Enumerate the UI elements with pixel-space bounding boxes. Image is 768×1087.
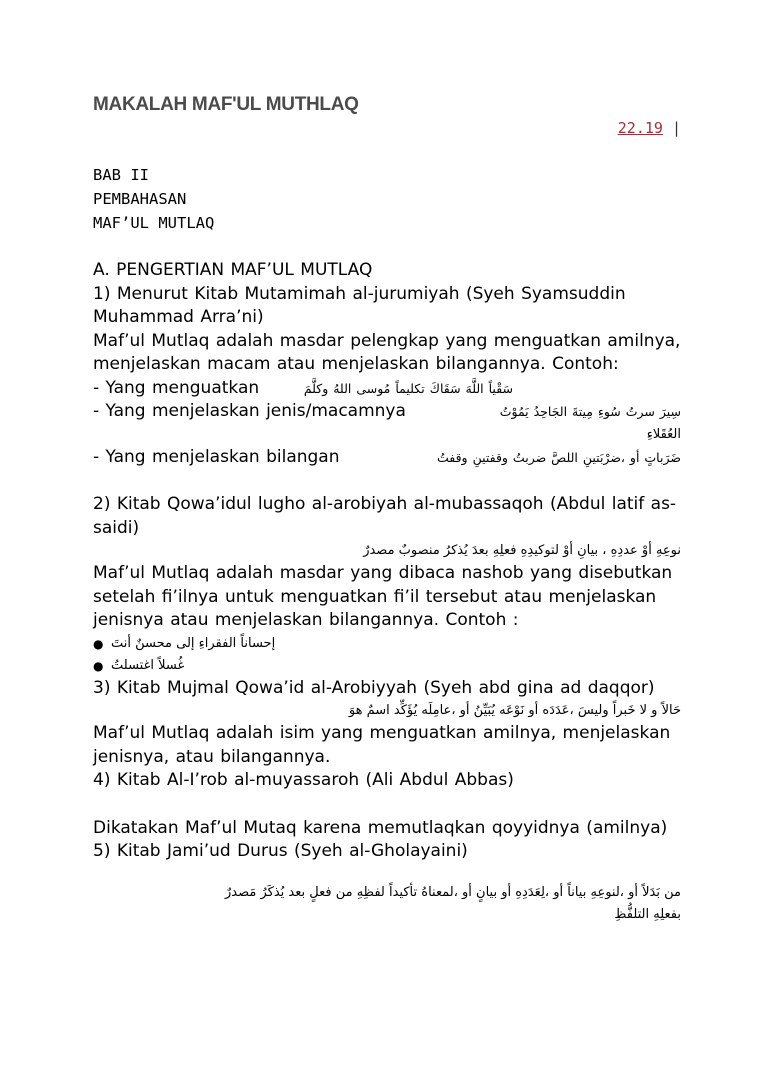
bullet-2-arabic: غُسلاً اغتسلتُ bbox=[111, 657, 185, 673]
p1-body: Maf’ul Mutlaq adalah masdar pelengkap yang menguatkan amilnya, menjelaskan macam atau menjelaskan bilangannya. Contoh: bbox=[93, 330, 681, 374]
p2-body: Maf’ul Mutlaq adalah masdar yang dibaca nashob yang disebutkan setelah fi’ilnya untuk menguatkan fi’il tersebut atau menjelaskan jenisnya atau menjelaskan bilangannya. Contoh : bbox=[93, 563, 673, 630]
bullet-icon: ● bbox=[93, 658, 104, 673]
bullet-icon: ● bbox=[93, 636, 104, 651]
meta-separator: | bbox=[671, 119, 681, 137]
example-3 bbox=[93, 446, 681, 470]
example-3-label: - Yang menjelaskan bilangan bbox=[93, 446, 340, 467]
post-meta bbox=[93, 118, 681, 138]
p1-heading: 1) Menurut Kitab Mutamimah al-jurumiyah (Syeh Syamsuddin Muhammad Arra’ni) bbox=[93, 283, 626, 327]
bullet-item-1 bbox=[93, 633, 681, 655]
p3-arabic: حَالاً و لا خَبراً وليسَ ،عَدَدَه أو نَوْعَه يُبَيِّنُ أو ،عامِلَه يُؤَكِّد اسمٌ هوَ bbox=[348, 703, 681, 718]
p3-body: Maf’ul Mutlaq adalah isim yang menguatkan amilnya, menjelaskan jenisnya, atau bilangannya. bbox=[93, 723, 671, 767]
p2-arabic: نوعِهِ أوْ عددِهِ ، بيانِ أوْ لتوكيدِهِ فعلِهِ بعدَ يُذكرُ منصوبٌ مصدرٌ bbox=[363, 543, 681, 558]
timestamp-link[interactable]: 22.19 bbox=[617, 119, 663, 137]
p4-body: Dikatakan Maf’ul Mutaq karena memutlaqkan qoyyidnya (amilnya) bbox=[93, 817, 668, 838]
example-2-arabic: سِيرَ سرتُ سُوءِ مِيتةَ الجَاحِدُ يَمُوْتُ bbox=[499, 404, 681, 419]
example-2-arabic-cont: العُقَلاءِ bbox=[646, 426, 681, 442]
example-1-arabic: سَقْياً اللَّهَ سَقَاكَ تكليماً مُوسى اللهُ وكلَّمَ bbox=[303, 380, 513, 396]
example-1 bbox=[93, 377, 681, 401]
example-3-arabic: ضَرَباتٍ أو ،ضرْبَتينِ اللصَّ ضربتُ وقفتينِ وقفتُ bbox=[436, 449, 681, 465]
p5-arabic: من بَدَلاً أو ،لنوعِهِ بياناً أو ،لِعَدَدِهِ أو بيانٍ أو ،لمعناهُ تأكيداً لفظِهِ من فعلٍ بعد يُذكَرُ مَصدرٌ bbox=[224, 884, 681, 900]
p2-heading: 2) Kitab Qowa’idul lugho al-arobiyah al-mubassaqoh (Abdul latif as-saidi) bbox=[93, 494, 677, 538]
example-2 bbox=[93, 400, 681, 424]
section-a-heading: A. PENGERTIAN MAF’UL MUTLAQ bbox=[93, 260, 373, 280]
document-page bbox=[93, 92, 681, 926]
example-1-label: - Yang menguatkan bbox=[93, 377, 260, 398]
example-2-label: - Yang menjelaskan jenis/macamnya bbox=[93, 401, 406, 421]
subject-heading: MAF’UL MUTLAQ bbox=[93, 214, 215, 232]
p5-arabic-cont: بفعلِهِ التلفُّظِ bbox=[614, 906, 681, 922]
pembahasan-heading: PEMBAHASAN bbox=[93, 190, 187, 208]
p4-heading: 4) Kitab Al-I’rob al-muyassaroh (Ali Abdul Abbas) bbox=[93, 770, 514, 790]
p5-heading: 5) Kitab Jami’ud Durus (Syeh al-Gholayaini) bbox=[93, 841, 468, 861]
bullet-item-2 bbox=[93, 655, 681, 677]
bab-heading: BAB II bbox=[93, 166, 149, 184]
page-title: MAKALAH MAF'UL MUTHLAQ bbox=[93, 94, 359, 115]
bullet-1-arabic: إحساناً الفقراءِ إلى محسنٌ أنتَ bbox=[111, 635, 276, 651]
p3-heading: 3) Kitab Mujmal Qowa’id al-Arobiyyah (Syeh abd gina ad daqqor) bbox=[93, 677, 655, 698]
